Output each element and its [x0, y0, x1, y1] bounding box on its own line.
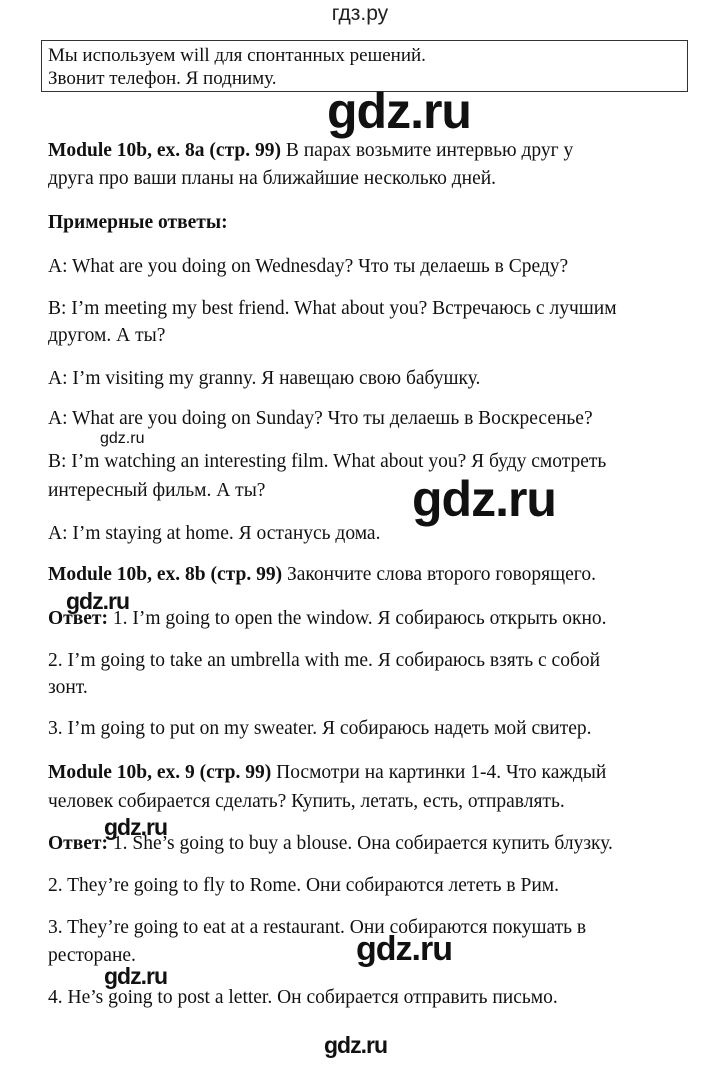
dialog-line: A: I’m staying at home. Я останусь дома. [48, 523, 381, 544]
dialog-line: A: What are you doing on Sunday? Что ты делаешь в Воскресенье? [48, 408, 593, 429]
site-header: гдз.ру [331, 2, 389, 25]
ex8b-answer-1: 1. I’m going to open the window. Я собираюсь открыть окно. [108, 608, 607, 629]
ex9-answer-label: Ответ: [48, 833, 109, 854]
dialog-line: другом. А ты? [48, 325, 166, 346]
ex9-answer-1: 1. She’s going to buy a blouse. Она собирается купить блузку. [108, 833, 613, 854]
answer-line: 3. They’re going to eat at a restaurant. Они собираются покушать в [48, 917, 587, 938]
ex9-heading [48, 760, 606, 786]
answer-line: 2. I’m going to take an umbrella with me. Я собираюсь взять с собой [48, 650, 601, 671]
watermark: gdz.ru [327, 83, 471, 139]
answer-line: 3. I’m going to put on my sweater. Я собираюсь надеть мой свитер. [48, 718, 592, 739]
ex8a-heading [48, 138, 573, 164]
note-line-2: Звонит телефон. Я подниму. [48, 68, 277, 89]
ex8b-title: Module 10b, ex. 8b (стр. 99) [48, 564, 283, 585]
note-line-1: Мы используем will для спонтанных решений. [48, 45, 426, 66]
dialog-line: интересный фильм. А ты? [48, 480, 266, 501]
watermark: gdz.ru [104, 963, 167, 989]
ex8b-heading [48, 562, 596, 588]
answer-line: 2. They’re going to fly to Rome. Они собираются лететь в Рим. [48, 875, 559, 896]
watermark: gdz.ru [356, 930, 452, 968]
sample-answers-heading: Примерные ответы: [48, 212, 228, 233]
ex8a-task: В парах возьмите интервью друг у [280, 140, 574, 161]
watermark: gdz.ru [66, 588, 129, 614]
ex8b-answer-line-1 [48, 606, 607, 632]
answer-line: зонт. [48, 677, 88, 698]
ex9-task: Посмотри на картинки 1-4. Что каждый [271, 762, 607, 783]
watermark: gdz.ru [412, 471, 556, 527]
ex9-title: Module 10b, ex. 9 (стр. 99) [48, 762, 272, 783]
dialog-line: A: What are you doing on Wednesday? Что ты делаешь в Среду? [48, 256, 569, 277]
ex8a-task-line-2: друга про ваши планы на ближайшие несколько дней. [48, 168, 497, 189]
dialog-line: A: I’m visiting my granny. Я навещаю свою бабушку. [48, 368, 481, 389]
watermark: gdz.ru [100, 430, 145, 447]
answer-line: ресторане. [48, 945, 136, 966]
watermark: gdz.ru [324, 1032, 387, 1058]
answer-line: 4. He’s going to post a letter. Он собирается отправить письмо. [48, 987, 558, 1008]
ex8b-answer-label: Ответ: [48, 608, 109, 629]
ex9-task-line-2: человек собирается сделать? Купить, летать, есть, отправлять. [48, 791, 565, 812]
ex8a-title: Module 10b, ex. 8a (стр. 99) [48, 140, 281, 161]
watermark: gdz.ru [104, 814, 167, 840]
dialog-line: B: I’m meeting my best friend. What about you? Встречаюсь с лучшим [48, 298, 617, 319]
ex8b-task: Закончите слова второго говорящего. [282, 564, 596, 585]
dialog-line: B: I’m watching an interesting film. What about you? Я буду смотреть [48, 451, 607, 472]
